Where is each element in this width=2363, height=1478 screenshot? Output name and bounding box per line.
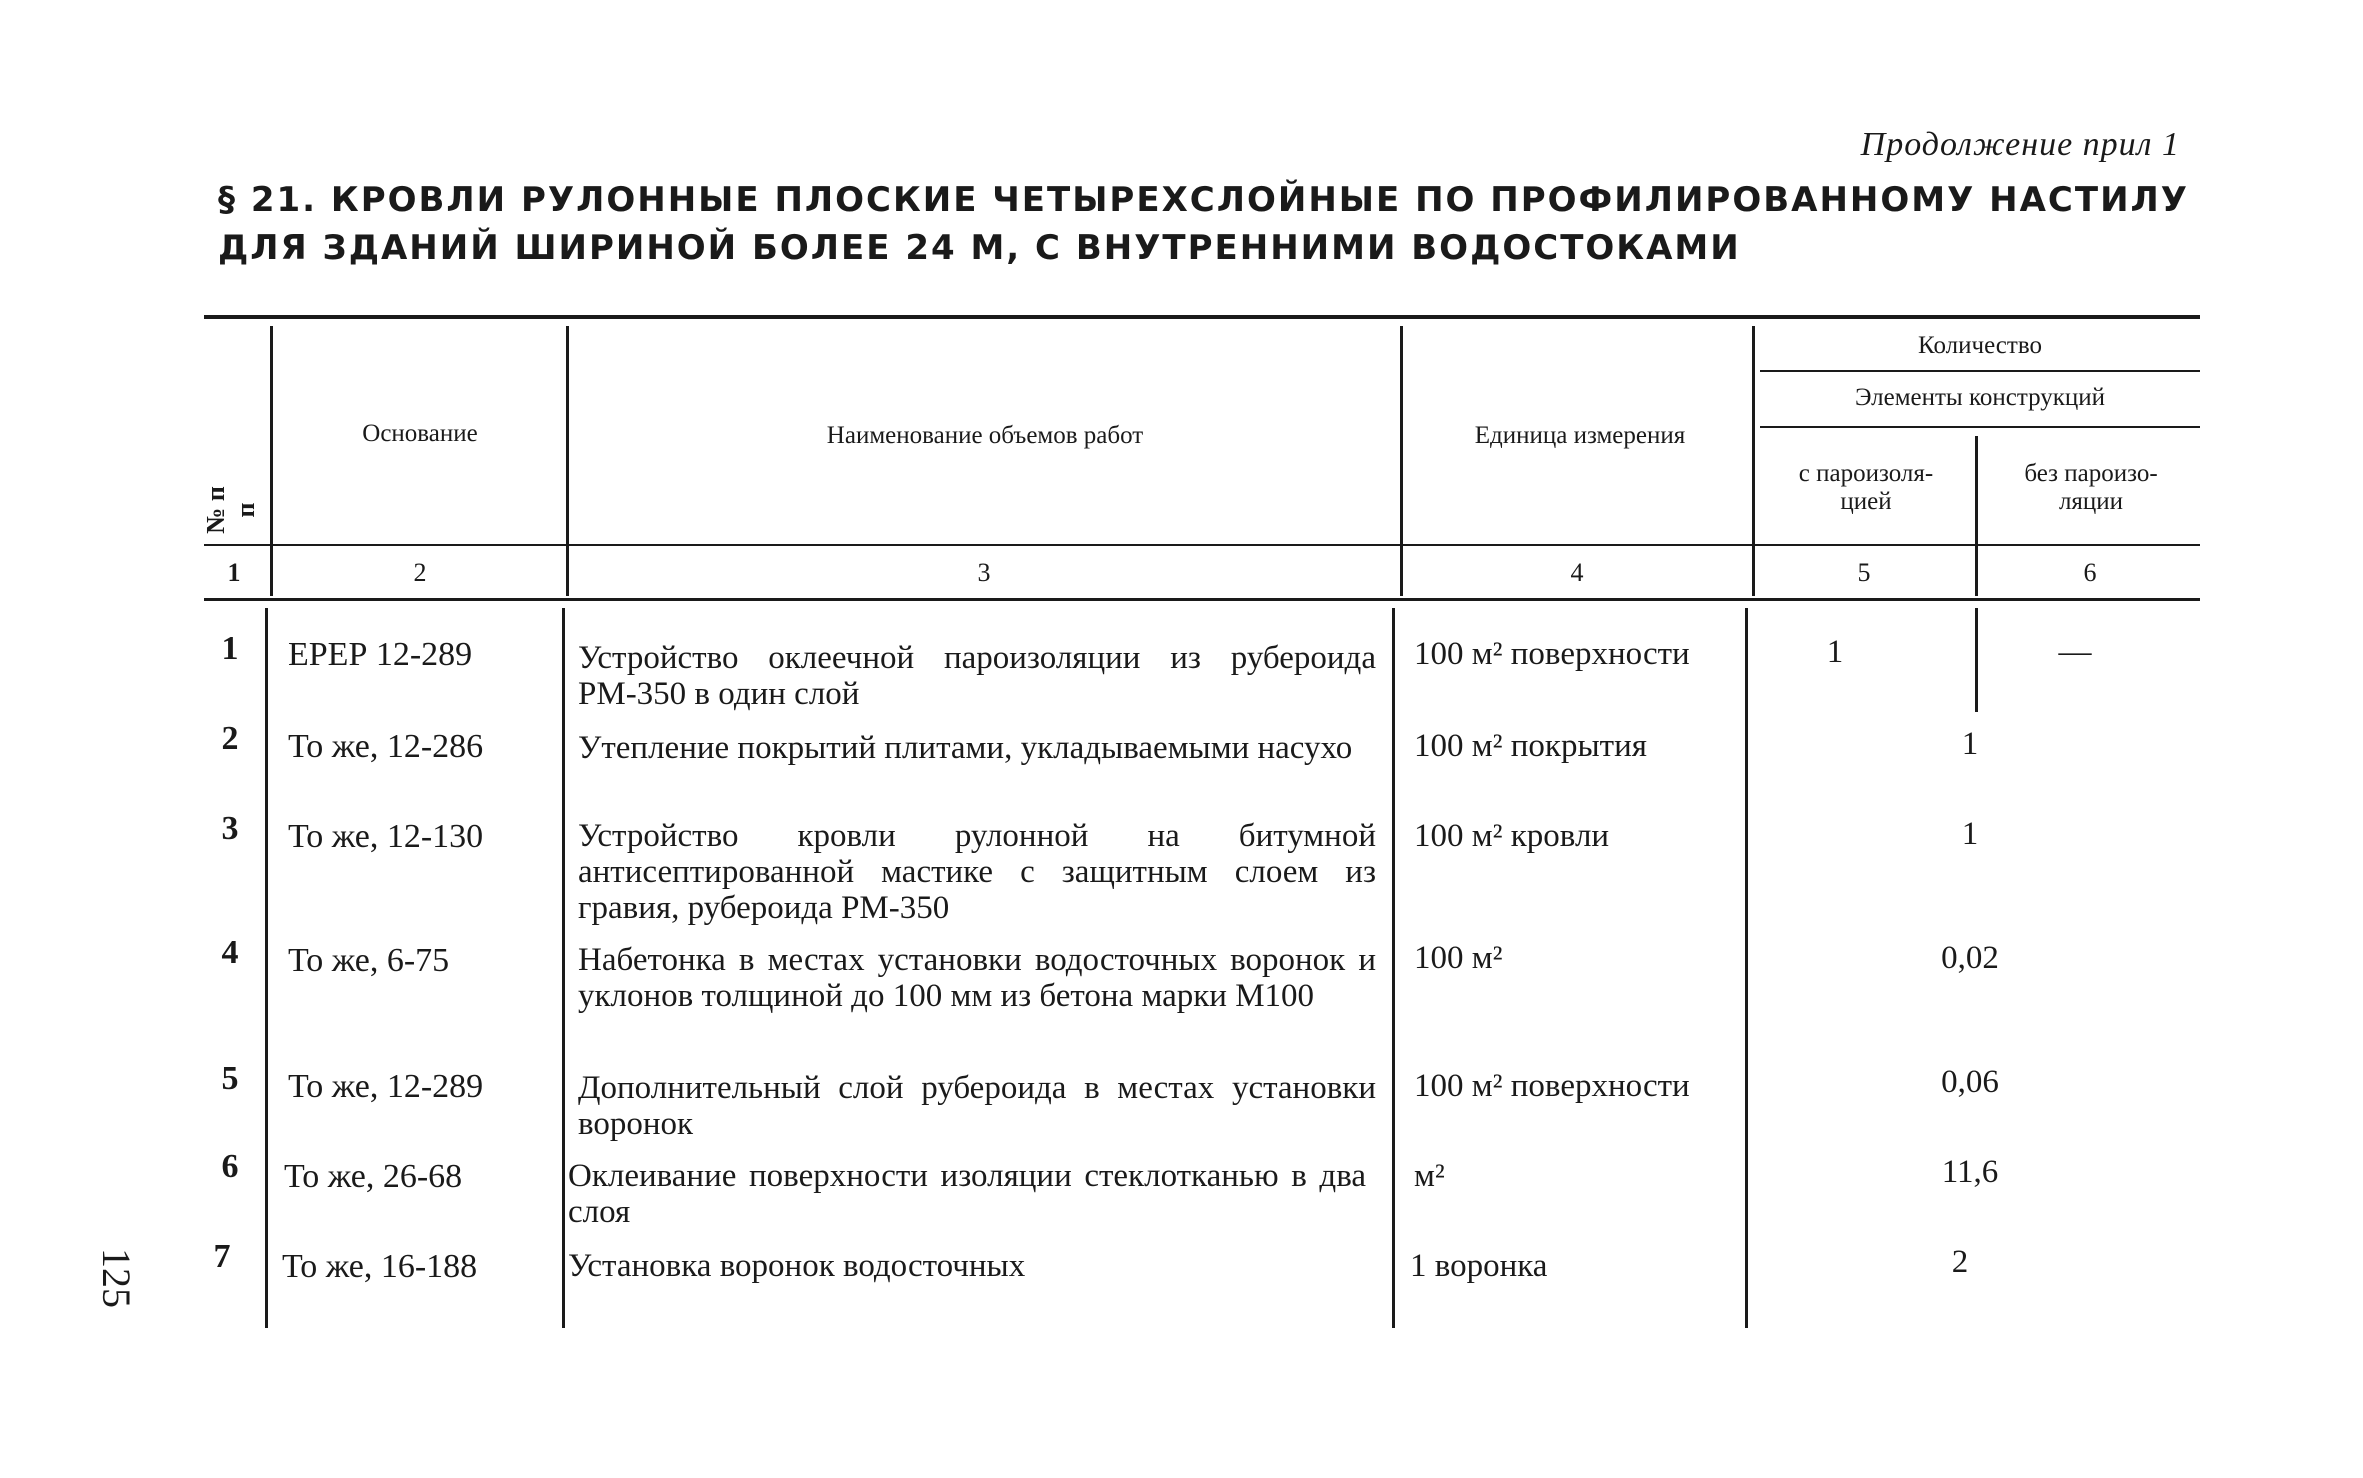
row-2-num: 2 [221, 720, 239, 757]
colnum-2: 2 [413, 558, 427, 587]
row-5-basis: То же, 12-289 [288, 1068, 484, 1105]
row-4-unit: 100 м² [1414, 940, 1503, 976]
row-2-work: Утепление покрытий плитами, укладываемыми насухо [578, 730, 1353, 766]
header-without-vapor: без пароизо- ляции [2024, 460, 2158, 515]
colnum-4: 4 [1570, 558, 1584, 587]
colnum-rule-bottom [204, 598, 2200, 601]
row-3-qty: 1 [1961, 816, 1979, 852]
vline-header-2 [566, 326, 569, 596]
row-1-qty-with: 1 [1826, 634, 1844, 670]
header-work: Наименование объемов работ [826, 422, 1144, 449]
row-7-basis: То же, 16-188 [282, 1248, 478, 1285]
header-rule-elements [1760, 426, 2200, 428]
row-7-work: Установка воронок водосточных [568, 1248, 1026, 1284]
continuation-note: Продолжение прил 1 [1860, 126, 2180, 163]
row-7-num: 7 [213, 1238, 231, 1275]
row-7-qty: 2 [1951, 1244, 1969, 1280]
header-rule-bottom [204, 544, 2200, 546]
row-7-unit: 1 воронка [1410, 1248, 1548, 1284]
row-5-work: Дополнительный слой рубероида в местах установки воронок [578, 1070, 1376, 1142]
row-2-basis: То же, 12-286 [288, 728, 484, 765]
vline-body-3 [1392, 608, 1395, 1328]
section-title: § 21. КРОВЛИ РУЛОННЫЕ ПЛОСКИЕ ЧЕТЫРЕХСЛОЙНЫЕ ПО ПРОФИЛИРОВАННОМУ НАСТИЛУ ДЛЯ ЗДАНИЙ ШИРИНОЙ БОЛЕЕ 24 М, С ВНУТРЕННИМИ ВОДОСТОКАМИ [218, 180, 2189, 268]
header-with-vapor: с пароизоля- цией [1798, 460, 1934, 515]
row-1-unit: 100 м² поверхности [1414, 636, 1690, 672]
row-6-qty: 11,6 [1941, 1154, 1999, 1190]
vline-header-5 [1975, 436, 1978, 596]
row-6-unit: м² [1414, 1158, 1445, 1194]
table-top-rule [204, 315, 2200, 319]
vline-body-2 [562, 608, 565, 1328]
header-unit: Единица измерения [1474, 422, 1686, 449]
header-rule-quantity [1760, 370, 2200, 372]
header-elements: Элементы конструкций [1854, 384, 2106, 411]
colnum-5: 5 [1857, 558, 1871, 587]
colnum-1: 1 [227, 558, 241, 587]
vline-header-3 [1400, 326, 1403, 596]
header-basis: Основание [362, 420, 478, 447]
row-1-num: 1 [221, 630, 239, 667]
row-5-qty: 0,06 [1941, 1064, 1999, 1100]
vline-header-4 [1752, 326, 1755, 596]
row-4-qty: 0,02 [1941, 940, 1999, 976]
colnum-6: 6 [2083, 558, 2097, 587]
vline-header-1 [270, 326, 273, 596]
row-6-work: Оклеивание поверхности изоляции стеклотканью в два слоя [568, 1158, 1366, 1230]
row-3-basis: То же, 12-130 [288, 818, 484, 855]
colnum-3: 3 [977, 558, 991, 587]
row-2-unit: 100 м² покрытия [1414, 728, 1647, 764]
row-2-qty: 1 [1961, 726, 1979, 762]
page-number: 125 [94, 1248, 139, 1308]
row-4-work: Набетонка в местах установки водосточных воронок и уклонов толщиной до 100 мм из бетона марки М100 [578, 942, 1376, 1014]
row-4-num: 4 [221, 934, 239, 971]
vline-body-5 [1975, 608, 1978, 712]
row-1-basis: ЕРЕР 12-289 [288, 636, 473, 673]
header-num: № п п [201, 486, 260, 534]
header-quantity: Количество [1918, 332, 2042, 359]
row-3-work: Устройство кровли рулонной на битумной антисептированной мастике с защитным слоем из гравия, рубероида РМ-350 [578, 818, 1376, 926]
row-1-qty-without: — [2058, 634, 2092, 670]
row-4-basis: То же, 6-75 [288, 942, 450, 979]
row-1-work: Устройство оклеечной пароизоляции из рубероида РМ-350 в один слой [578, 640, 1376, 712]
row-3-unit: 100 м² кровли [1414, 818, 1610, 854]
vline-body-4 [1745, 608, 1748, 1328]
row-5-num: 5 [221, 1060, 239, 1097]
vline-body-1 [265, 608, 268, 1328]
row-5-unit: 100 м² поверхности [1414, 1068, 1690, 1104]
row-6-num: 6 [221, 1148, 239, 1185]
row-3-num: 3 [221, 810, 239, 847]
row-6-basis: То же, 26-68 [284, 1158, 463, 1195]
